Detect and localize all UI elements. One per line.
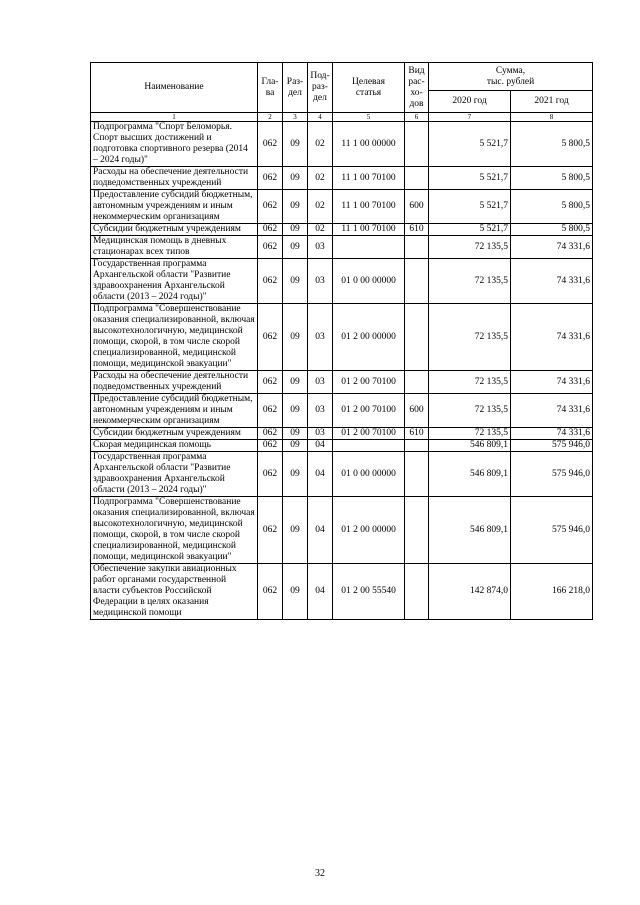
expense-type-cell bbox=[405, 440, 429, 452]
header-year-2021: 2021 год bbox=[511, 91, 593, 113]
table-row bbox=[91, 394, 593, 428]
chapter-cell: 062 bbox=[258, 452, 283, 497]
amount-2021-cell: 74 331,6 bbox=[511, 304, 593, 371]
subsection-cell: 03 bbox=[308, 394, 333, 428]
column-number: 6 bbox=[405, 113, 429, 122]
subsection-cell: 04 bbox=[308, 452, 333, 497]
table-row bbox=[91, 428, 593, 440]
expense-type-cell bbox=[405, 167, 429, 190]
target-article-cell: 01 2 00 70100 bbox=[333, 428, 405, 440]
subsection-cell: 03 bbox=[308, 371, 333, 394]
subsection-cell: 04 bbox=[308, 564, 333, 620]
table-row bbox=[91, 224, 593, 236]
amount-2020-cell: 546 809,1 bbox=[429, 440, 511, 452]
expense-type-cell bbox=[405, 259, 429, 304]
section-cell: 09 bbox=[283, 428, 308, 440]
expense-type-cell: 610 bbox=[405, 224, 429, 236]
expense-type-cell bbox=[405, 371, 429, 394]
amount-2021-cell: 5 800,5 bbox=[511, 122, 593, 167]
table-row bbox=[91, 497, 593, 564]
table-row bbox=[91, 304, 593, 371]
table-row bbox=[91, 122, 593, 167]
subsection-cell: 02 bbox=[308, 224, 333, 236]
column-number: 7 bbox=[429, 113, 511, 122]
subsection-cell: 02 bbox=[308, 122, 333, 167]
row-name-cell: Подпрограмма "Спорт Беломорья. Спорт высших достижений и подготовка спортивного резерва (2014 – 2024 годы)" bbox=[91, 122, 258, 167]
expense-type-cell bbox=[405, 122, 429, 167]
table-row bbox=[91, 167, 593, 190]
chapter-cell: 062 bbox=[258, 190, 283, 224]
amount-2020-cell: 546 809,1 bbox=[429, 452, 511, 497]
target-article-cell: 01 2 00 00000 bbox=[333, 304, 405, 371]
amount-2020-cell: 5 521,7 bbox=[429, 190, 511, 224]
target-article-cell: 01 2 00 55540 bbox=[333, 564, 405, 620]
chapter-cell: 062 bbox=[258, 304, 283, 371]
amount-2021-cell: 575 946,0 bbox=[511, 497, 593, 564]
table-row bbox=[91, 371, 593, 394]
section-cell: 09 bbox=[283, 371, 308, 394]
table-body bbox=[91, 122, 593, 620]
target-article-cell: 11 1 00 70100 bbox=[333, 224, 405, 236]
amount-2021-cell: 575 946,0 bbox=[511, 452, 593, 497]
section-cell: 09 bbox=[283, 304, 308, 371]
row-name-cell: Предоставление субсидий бюджетным, автономным учреждениям и иным некоммерческим организациям bbox=[91, 190, 258, 224]
amount-2020-cell: 72 135,5 bbox=[429, 259, 511, 304]
section-cell: 09 bbox=[283, 122, 308, 167]
column-number-row bbox=[91, 113, 593, 122]
amount-2021-cell: 166 218,0 bbox=[511, 564, 593, 620]
amount-2020-cell: 72 135,5 bbox=[429, 371, 511, 394]
expense-type-cell bbox=[405, 236, 429, 259]
chapter-cell: 062 bbox=[258, 236, 283, 259]
row-name-cell: Подпрограмма "Совершенствование оказания специализированной, включая высокотехнологичную, медицинской помощи, скорой, в том числе скорой специализированной, медицинской помощи, медицинской эвакуации" bbox=[91, 497, 258, 564]
chapter-cell: 062 bbox=[258, 440, 283, 452]
header-section: Раз- дел bbox=[283, 63, 308, 113]
subsection-cell: 03 bbox=[308, 259, 333, 304]
target-article-cell: 01 0 00 00000 bbox=[333, 259, 405, 304]
table-row bbox=[91, 259, 593, 304]
amount-2020-cell: 72 135,5 bbox=[429, 304, 511, 371]
amount-2020-cell: 142 874,0 bbox=[429, 564, 511, 620]
row-name-cell: Субсидии бюджетным учреждениям bbox=[91, 428, 258, 440]
column-number: 3 bbox=[283, 113, 308, 122]
section-cell: 09 bbox=[283, 259, 308, 304]
amount-2020-cell: 72 135,5 bbox=[429, 428, 511, 440]
header-sum: Сумма, тыс. рублей bbox=[429, 63, 593, 91]
section-cell: 09 bbox=[283, 236, 308, 259]
target-article-cell: 11 1 00 00000 bbox=[333, 122, 405, 167]
amount-2021-cell: 5 800,5 bbox=[511, 224, 593, 236]
row-name-cell: Скорая медицинская помощь bbox=[91, 440, 258, 452]
chapter-cell: 062 bbox=[258, 371, 283, 394]
header-subsection: Под- раз- дел bbox=[308, 63, 333, 113]
header-chapter: Гла- ва bbox=[258, 63, 283, 113]
page-number: 32 bbox=[315, 868, 325, 879]
table-row bbox=[91, 564, 593, 620]
amount-2020-cell: 72 135,5 bbox=[429, 394, 511, 428]
amount-2021-cell: 74 331,6 bbox=[511, 394, 593, 428]
expense-type-cell: 600 bbox=[405, 190, 429, 224]
budget-table bbox=[90, 62, 593, 620]
row-name-cell: Медицинская помощь в дневных стационарах всех типов bbox=[91, 236, 258, 259]
amount-2021-cell: 74 331,6 bbox=[511, 428, 593, 440]
row-name-cell: Расходы на обеспечение деятельности подведомственных учреждений bbox=[91, 167, 258, 190]
expense-type-cell bbox=[405, 452, 429, 497]
subsection-cell: 03 bbox=[308, 304, 333, 371]
amount-2021-cell: 74 331,6 bbox=[511, 371, 593, 394]
amount-2021-cell: 74 331,6 bbox=[511, 259, 593, 304]
expense-type-cell bbox=[405, 564, 429, 620]
target-article-cell: 01 2 00 70100 bbox=[333, 371, 405, 394]
row-name-cell: Государственная программа Архангельской области "Развитие здравоохранения Архангельской области (2013 – 2024 годы)" bbox=[91, 452, 258, 497]
target-article-cell bbox=[333, 236, 405, 259]
expense-type-cell bbox=[405, 497, 429, 564]
expense-type-cell bbox=[405, 304, 429, 371]
subsection-cell: 04 bbox=[308, 497, 333, 564]
table-row bbox=[91, 236, 593, 259]
target-article-cell: 11 1 00 70100 bbox=[333, 190, 405, 224]
chapter-cell: 062 bbox=[258, 224, 283, 236]
amount-2021-cell: 575 946,0 bbox=[511, 440, 593, 452]
column-number: 4 bbox=[308, 113, 333, 122]
row-name-cell: Расходы на обеспечение деятельности подведомственных учреждений bbox=[91, 371, 258, 394]
target-article-cell: 01 2 00 70100 bbox=[333, 394, 405, 428]
subsection-cell: 02 bbox=[308, 167, 333, 190]
target-article-cell: 11 1 00 70100 bbox=[333, 167, 405, 190]
section-cell: 09 bbox=[283, 167, 308, 190]
chapter-cell: 062 bbox=[258, 259, 283, 304]
expense-type-cell: 610 bbox=[405, 428, 429, 440]
amount-2021-cell: 5 800,5 bbox=[511, 190, 593, 224]
column-number: 1 bbox=[91, 113, 258, 122]
section-cell: 09 bbox=[283, 564, 308, 620]
row-name-cell: Субсидии бюджетным учреждениям bbox=[91, 224, 258, 236]
column-number: 2 bbox=[258, 113, 283, 122]
column-number: 5 bbox=[333, 113, 405, 122]
target-article-cell: 01 2 00 00000 bbox=[333, 497, 405, 564]
amount-2021-cell: 5 800,5 bbox=[511, 167, 593, 190]
subsection-cell: 03 bbox=[308, 236, 333, 259]
section-cell: 09 bbox=[283, 224, 308, 236]
header-expense-type: Вид рас- хо- дов bbox=[405, 63, 429, 113]
amount-2020-cell: 5 521,7 bbox=[429, 167, 511, 190]
amount-2020-cell: 546 809,1 bbox=[429, 497, 511, 564]
table-row bbox=[91, 440, 593, 452]
row-name-cell: Подпрограмма "Совершенствование оказания специализированной, включая высокотехнологичную, медицинской помощи, скорой, в том числе скорой специализированной, медицинской помощи, медицинской эвакуации" bbox=[91, 304, 258, 371]
chapter-cell: 062 bbox=[258, 167, 283, 190]
chapter-cell: 062 bbox=[258, 122, 283, 167]
section-cell: 09 bbox=[283, 497, 308, 564]
header-year-2020: 2020 год bbox=[429, 91, 511, 113]
table-row bbox=[91, 190, 593, 224]
column-number: 8 bbox=[511, 113, 593, 122]
section-cell: 09 bbox=[283, 440, 308, 452]
subsection-cell: 02 bbox=[308, 190, 333, 224]
chapter-cell: 062 bbox=[258, 564, 283, 620]
header-name: Наименование bbox=[91, 63, 258, 113]
subsection-cell: 04 bbox=[308, 440, 333, 452]
amount-2020-cell: 5 521,7 bbox=[429, 122, 511, 167]
chapter-cell: 062 bbox=[258, 428, 283, 440]
section-cell: 09 bbox=[283, 452, 308, 497]
header-target-article: Целевая статья bbox=[333, 63, 405, 113]
subsection-cell: 03 bbox=[308, 428, 333, 440]
row-name-cell: Предоставление субсидий бюджетным, автономным учреждениям и иным некоммерческим организациям bbox=[91, 394, 258, 428]
section-cell: 09 bbox=[283, 394, 308, 428]
amount-2021-cell: 74 331,6 bbox=[511, 236, 593, 259]
chapter-cell: 062 bbox=[258, 497, 283, 564]
amount-2020-cell: 72 135,5 bbox=[429, 236, 511, 259]
target-article-cell: 01 0 00 00000 bbox=[333, 452, 405, 497]
expense-type-cell: 600 bbox=[405, 394, 429, 428]
row-name-cell: Обеспечение закупки авиационных работ органами государственной власти субъектов Российской Федерации в целях оказания медицинской помощи bbox=[91, 564, 258, 620]
chapter-cell: 062 bbox=[258, 394, 283, 428]
target-article-cell bbox=[333, 440, 405, 452]
section-cell: 09 bbox=[283, 190, 308, 224]
amount-2020-cell: 5 521,7 bbox=[429, 224, 511, 236]
row-name-cell: Государственная программа Архангельской области "Развитие здравоохранения Архангельской области (2013 – 2024 годы)" bbox=[91, 259, 258, 304]
table-row bbox=[91, 452, 593, 497]
